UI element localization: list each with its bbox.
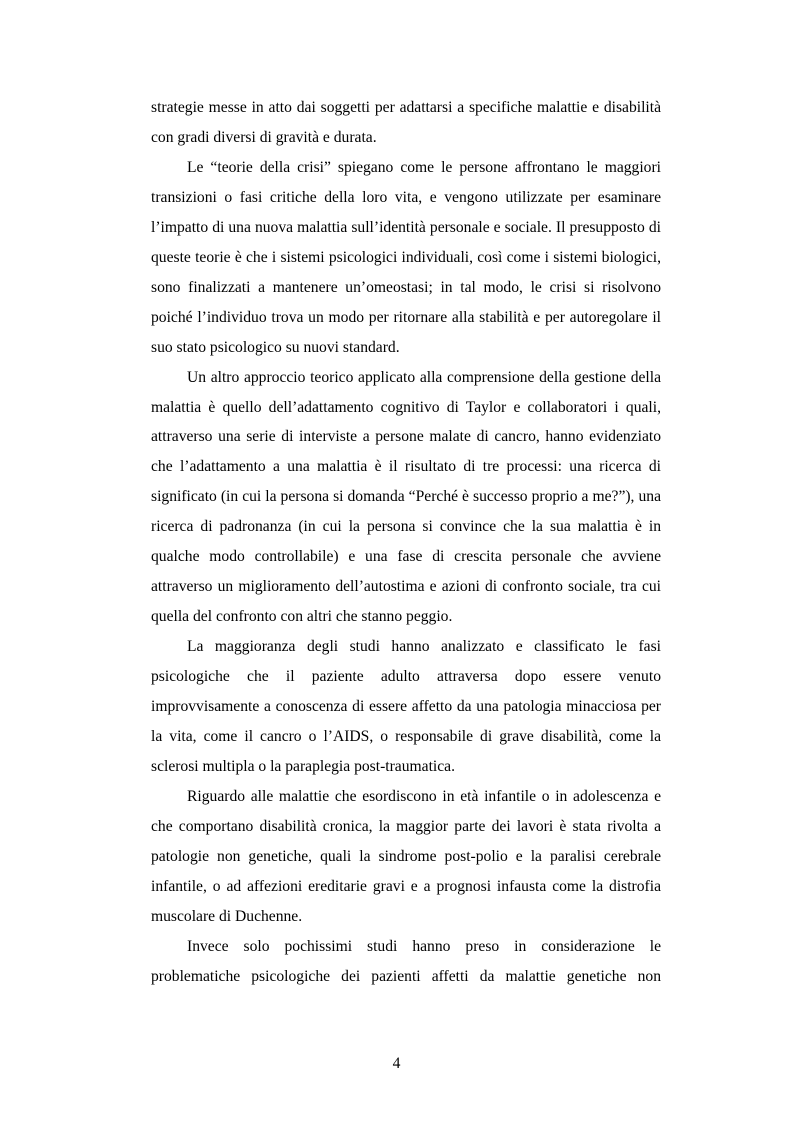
paragraph-4: La maggioranza degli studi hanno analizzato e classificato le fasi psicologiche che il paziente adulto attraversa dopo essere venuto improvvisamente a conoscenza di essere affetto da una patologia minacciosa per la vita, come il cancro o l’AIDS, o responsabile di grave disabilità, come la sclerosi multipla o la paraplegia post-traumatica.: [151, 638, 661, 775]
paragraph-1: strategie messe in atto dai soggetti per adattarsi a specifiche malattie e disabilità con gradi diversi di gravità e durata.: [151, 99, 661, 146]
paragraph-3: Un altro approccio teorico applicato alla comprensione della gestione della malattia è quello dell’adattamento cognitivo di Taylor e collaboratori i quali, attraverso una serie di interviste a persone malate di cancro, hanno evidenziato che l’adattamento a una malattia è il risultato di tre processi: una ricerca di significato (in cui la persona si domanda “Perché è successo proprio a me?”), una ricerca di padronanza (in cui la persona si convince che la sua malattia è in qualche modo controllabile) e una fase di crescita personale che avviene attraverso un miglioramento dell’autostima e azioni di confronto sociale, tra cui quella del confronto con altri che stanno peggio.: [151, 368, 661, 626]
paragraph-6: Invece solo pochissimi studi hanno preso in considerazione le problematiche psicologiche dei pazienti affetti da malattie genetiche non: [151, 937, 661, 985]
body-text: [151, 93, 661, 992]
paragraph-2: Le “teorie della crisi” spiegano come le persone affrontano le maggiori transizioni o fasi critiche della loro vita, e vengono utilizzate per esaminare l’impatto di una nuova malattia sull’identità personale e sociale. Il presupposto di queste teorie è che i sistemi psicologici individuali, così come i sistemi biologici, sono finalizzati a mantenere un’omeostasi; in tal modo, le crisi si risolvono poiché l’individuo trova un modo per ritornare alla stabilità e per autoregolare il suo stato psicologico su nuovi standard.: [151, 158, 661, 356]
paragraph-5: Riguardo alle malattie che esordiscono in età infantile o in adolescenza e che comportano disabilità cronica, la maggior parte dei lavori è stata rivolta a patologie non genetiche, quali la sindrome post-polio e la paralisi cerebrale infantile, o ad affezioni ereditarie gravi e a prognosi infausta come la distrofia muscolare di Duchenne.: [151, 787, 661, 925]
page-number: 4: [392, 1055, 401, 1072]
